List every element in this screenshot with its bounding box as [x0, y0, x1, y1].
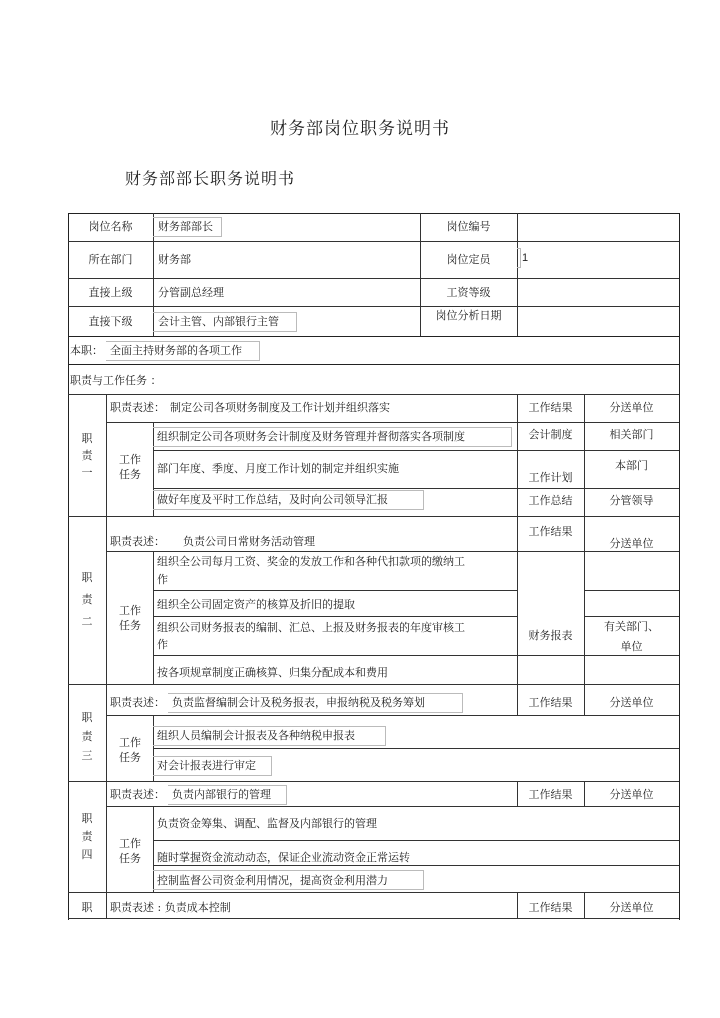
- duty2-send-header: 分送单位: [609, 537, 654, 550]
- duty-summary-label: 本职：: [70, 344, 103, 357]
- duty3-label: 职责三: [81, 711, 93, 762]
- duty3-desc: 负责监督编制会计及税务报表，申报纳税及税务筹划: [172, 696, 425, 709]
- duty2-task3-line1: 组织公司财务报表的编制、汇总、上报及财务报表的年度审核工: [157, 621, 465, 634]
- duty2-send-line2: 单位: [620, 640, 643, 653]
- duty4-task2: 随时掌握资金流动动态，保证企业流动资金正常运转: [157, 851, 410, 864]
- duty2-task-label: 工作任务: [119, 604, 141, 632]
- duty2-task4: 按各项规章制度正确核算、归集分配成本和费用: [157, 666, 388, 679]
- duty3-task2-box: [153, 756, 272, 776]
- duty2-result: 财务报表: [528, 629, 573, 642]
- duty4-label: 职责四: [81, 812, 93, 861]
- duty1-task3-result: 工作总结: [528, 494, 573, 507]
- subordinate-field-box: [153, 312, 297, 332]
- duty2-task2: 组织全公司固定资产的核算及折旧的提取: [157, 598, 355, 611]
- duty1-task2-result: 工作计划: [528, 471, 573, 484]
- duty3-task1-box: [153, 726, 386, 746]
- duty5-label: 职: [81, 901, 93, 914]
- duty-summary-text: 全面主持财务部的各项工作: [110, 344, 242, 357]
- wage-label: 工资等级: [446, 286, 491, 299]
- job-name-label: 岗位名称: [88, 220, 133, 233]
- duty3-desc-box: [168, 693, 463, 713]
- duty2-result-header: 工作结果: [528, 525, 573, 538]
- duty5-desc: 职责表述 : 负责成本控制: [110, 901, 231, 914]
- duty2-send-line1: 有关部门、: [604, 620, 659, 633]
- page-subtitle: 财务部部长职务说明书: [125, 169, 296, 188]
- duty4-desc-label: 职责表述：: [110, 788, 165, 801]
- headcount-label: 岗位定员: [446, 253, 491, 266]
- headcount-field-box: [517, 248, 521, 268]
- dept-value: 财务部: [158, 253, 191, 266]
- duty1-task3: 做好年度及平时工作总结，及时向公司领导汇报: [157, 493, 388, 506]
- duty4-desc-box: [168, 785, 287, 805]
- duty2-desc-label: 职责表述：: [110, 535, 165, 548]
- duty4-task-label: 工作任务: [119, 837, 141, 865]
- duty1-desc: 制定公司各项财务制度及工作计划并组织落实: [170, 401, 390, 414]
- duty2-task1-line1: 组织全公司每月工资、奖金的发放工作和各种代扣款项的缴纳工: [157, 555, 465, 568]
- duty1-send-header: 分送单位: [609, 401, 654, 414]
- duty4-desc: 负责内部银行的管理: [172, 788, 271, 801]
- duty5-result-header: 工作结果: [528, 901, 573, 914]
- job-code-label: 岗位编号: [446, 220, 491, 233]
- duty-summary-box: [106, 341, 260, 361]
- superior-value: 分管副总经理: [158, 286, 224, 299]
- duty3-task-label: 工作任务: [119, 736, 141, 764]
- duty3-task1: 组织人员编制会计报表及各种纳税申报表: [157, 729, 355, 742]
- page-title: 财务部岗位职务说明书: [270, 119, 450, 139]
- duty1-result-header: 工作结果: [528, 401, 573, 414]
- duty4-task3-box: [153, 870, 424, 890]
- duty2-desc: 负责公司日常财务活动管理: [183, 535, 315, 548]
- duty3-desc-label: 职责表述：: [110, 696, 165, 709]
- duty1-task3-box: [153, 490, 424, 510]
- duty1-task3-send: 分管领导: [609, 494, 654, 507]
- dept-label: 所在部门: [88, 253, 133, 266]
- duty1-desc-label: 职责表述：: [110, 401, 165, 414]
- duty4-result-header: 工作结果: [528, 788, 573, 801]
- duty4-task1: 负责资金筹集、调配、监督及内部银行的管理: [157, 817, 377, 830]
- duty2-task1-line2: 作: [157, 573, 168, 586]
- duty3-task2: 对会计报表进行审定: [157, 759, 256, 772]
- duty2-label: 职责二: [81, 571, 93, 628]
- job-name-value: 财务部部长: [158, 220, 213, 233]
- job-name-field-box: [153, 217, 222, 237]
- duty1-label: 职责一: [81, 432, 93, 479]
- tasks-header: 职责与工作任务 ：: [70, 374, 162, 387]
- subordinate-label: 直接下级: [88, 315, 133, 328]
- duty5-send-header: 分送单位: [609, 901, 654, 914]
- duty3-send-header: 分送单位: [609, 696, 654, 709]
- duty2-task3-line2: 作: [157, 638, 168, 651]
- duty1-task-label: 工作任务: [119, 453, 141, 481]
- duty1-task1-result: 会计制度: [528, 428, 573, 441]
- duty3-result-header: 工作结果: [528, 696, 573, 709]
- duty1-task2: 部门年度、季度、月度工作计划的制定并组织实施: [157, 462, 399, 475]
- duty4-send-header: 分送单位: [609, 788, 654, 801]
- superior-label: 直接上级: [88, 286, 133, 299]
- duty1-task1-send: 相关部门: [609, 428, 654, 441]
- headcount-value: 1: [522, 252, 529, 264]
- duty1-task1: 组织制定公司各项财务会计制度及财务管理并督彻落实各项制度: [157, 430, 465, 443]
- duty4-task3: 控制监督公司资金利用情况，提高资金利用潜力: [157, 874, 388, 887]
- analysis-date-label: 岗位分析日期: [435, 309, 502, 322]
- subordinate-value: 会计主管、内部银行主管: [158, 315, 279, 328]
- duty1-task2-send: 本部门: [615, 459, 648, 472]
- duty1-task1-box: [153, 427, 512, 447]
